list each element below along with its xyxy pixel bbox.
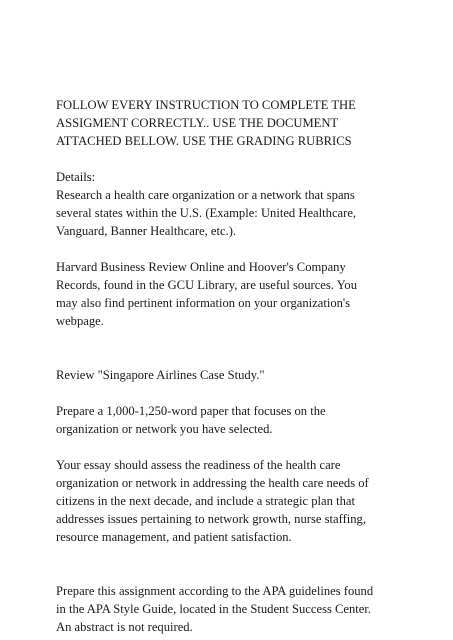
paragraph-spacer <box>56 330 406 366</box>
paragraph-spacer <box>56 240 406 258</box>
paper-length-paragraph: Prepare a 1,000-1,250-word paper that focuses on the organization or network you have selected. <box>56 404 326 436</box>
details-paragraph: Details: Research a health care organization or a network that spans several states within the U.S. (Example: United Healthcare, Vanguard, Banner Healthcare, etc.). <box>56 170 357 238</box>
apa-guidelines-paragraph: Prepare this assignment according to the APA guidelines found in the APA Style Guide, located in the Student Success Center. An abstract is not required. <box>56 584 374 634</box>
paragraph-spacer <box>56 150 406 168</box>
essay-requirements-paragraph: Your essay should assess the readiness of the health care organization or network in addressing the health care needs of citizens in the next decade, and include a strategic plan that addresses issues pertaining to network growth, nurse staffing, resource management, and patient satisfaction. <box>56 458 369 544</box>
sources-paragraph: Harvard Business Review Online and Hoover's Company Records, found in the GCU Library, are useful sources. You may also find pertinent information on your organization's webpage. <box>56 260 358 328</box>
paragraph-spacer <box>56 438 406 456</box>
document-body <box>56 96 406 636</box>
instruction-heading: FOLLOW EVERY INSTRUCTION TO COMPLETE THE ASSIGMENT CORRECTLY.. USE THE DOCUMENT ATTACHED BELLOW. USE THE GRADING RUBRICS <box>56 98 356 148</box>
case-study-paragraph: Review "Singapore Airlines Case Study." <box>56 368 265 382</box>
paragraph-spacer <box>56 384 406 402</box>
paragraph-spacer <box>56 546 406 582</box>
